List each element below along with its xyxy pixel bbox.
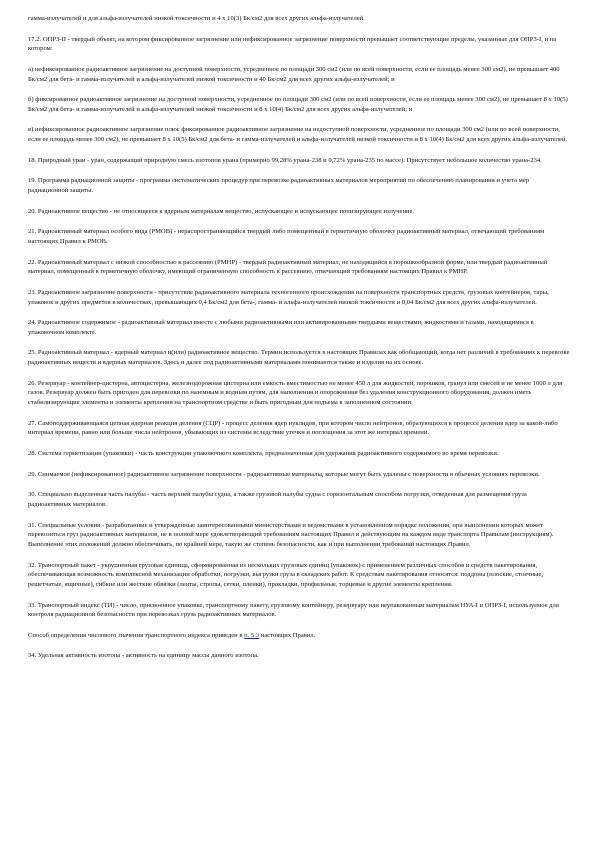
paragraph-22: 22. Радиоактивный материал с низкой способностью к рассеянию (РМНР) - твердый радиоактивный материал, не находящийся в порошкообразной форме, или твердый радиоактивный материал, помещенный в герметичную оболочку, имеющий ограниченную способность к рассеянию, отвечающий требованиям настоящих Правил к РМНР.	[28, 258, 548, 276]
paragraph-17-2-c: в) нефиксированное радиоактивное загрязнение плюс фиксированное радиоактивное загрязнение на недоступной поверхности, усредненное по площади 300 см2 (или по всей поверхности, если ее площадь менее 300 см2), не превышает 8 х 10(5) Бк/см2 для бета- и гамма-излучателей и альфа-излучателей низкой токсичности и 8 х 10(4) Бк/см2 для всех других альфа-излучателей.	[28, 126, 568, 144]
paragraph-17-2: 17.2. ОПРЗ-II - твердый объект, на котором фиксированное загрязнение или нефиксированное загрязнение поверхности превышает соответствующие пределы, указанные для ОПРЗ-I, и на котором:	[28, 35, 557, 53]
paragraph-20: 20. Радиоактивное вещество - не относящееся к ядерным материалам вещество, испускающее и испускающее ионизирующее излучение.	[28, 207, 415, 215]
paragraph-27: 27. Самоподдерживающаяся цепная ядерная реакция деления (СЦР) - процесс деления ядер нуклидов, при котором число нейтронов, образующихся в процессе деления ядер за какой-либо интервал времени, равно или больше числа нейтронов, убывающих из системы вследствие утечки и поглощения за этот же интервал времени.	[28, 419, 558, 437]
document-page	[28, 14, 570, 670]
paragraph-23: 23. Радиоактивное загрязнение поверхности - присутствие радиоактивного материала техногенного происхождения на поверхности транспортных средств, грузовых контейнеров, тары, упаковок и других предметов в количествах, превышающих 0,4 Бк/см2 для бета-, гамма- и альфа-излучателей низкой токсичности и 0,04 Бк/см2 для всех других альфа-излучателей.	[28, 288, 549, 306]
paragraph-19: 19. Программа радиационной защиты - программа систематических процедур при перевозке радиоактивных материалов мероприятий по обеспечению планирования и учета мер радиационной защиты.	[28, 177, 530, 195]
paragraph-28: 28. Система герметизации (упаковки) - часть конструкции упаковочного комплекта, предназначенная для удержания радиоактивного содержимого во время перевозки.	[28, 450, 499, 458]
section-5-3-link[interactable]: п. 5.3	[244, 631, 260, 639]
paragraph-34: 34. Удельная активность изотопа - активность на единицу массы данного изотопа.	[28, 652, 259, 660]
paragraph-26: 26. Резервуар - контейнер-цистерна, автоцистерна, железнодорожная цистерна или емкость вместимостью не менее 450 л для жидкостей, порошков, гранул или смесей и не менее 1000 л для газов. Резервуар должен быть пригоден для перевозки по наземным и водным путям, для наполнения и опорожнения без удаления конструкционного оборудования, должен иметь стабилизирующие элементы и элементы крепления на транспортном средстве и быть пригодным для подъема в заполненном состоянии.	[28, 379, 563, 407]
paragraph-17-2-a: а) нефиксированное радиоактивное загрязнение на доступной поверхности, усредненное по площади 300 см2 (или по всей поверхности, если ее площадь менее 300 см2), не превышает 400 Бк/см2 для бета- и гамма-излучателей и альфа-излучателей низкой токсичности и 40 Бк/см2 для всех других альфа-излучателей; и	[28, 65, 560, 83]
paragraph-21: 21. Радиоактивный материал особого вида (РМОВ) - нераспространяющийся твердый либо помещенный в герметичную оболочку радиоактивный материал, отвечающий требованиям настоящих Правил к РМОВ.	[28, 228, 545, 245]
paragraph-30: 30. Специально выделенная часть палубы - часть верхней палубы судна, а также грузовой палубы судна с горизонтальным способом погрузки, отведенная для размещения груза радиоактивных материалов.	[28, 491, 527, 508]
paragraph-31: 31. Специальные условия - разработанные и утвержденные заинтересованными министерствами и ведомствами в установленном порядке положения, при выполнении которых может перевозиться груз радиоактивных материалов, не в полной мере удовлетворяющий требованиям настоящих Правил и действующим на каждом виде транспорта Правилам (инструкциям). Выполнение этих положений должно обеспечивать, по крайней мере, такую же степень безопасности, как и при выполнении требований настоящих Правил.	[28, 521, 554, 548]
paragraph-17-2-b: б) фиксированное радиоактивное загрязнение на доступной поверхности, усредненное по площади 300 см2 (или по всей поверхности, если ее площадь менее 300 см2), не превышает 8 х 10(5) Бк/см2 для бета- и гамма-излучателей и альфа-излучателей низкой токсичности и 8 х 10(4) Бк/см2 для всех других альфа-излучателей; и	[28, 96, 568, 113]
paragraph-24: 24. Радиоактивное содержимое - радиоактивный материал вместе с любыми радиоактивными или активированными твердыми веществами, жидкостями и газами, находящимися в упаковочном комплекте.	[28, 319, 534, 336]
paragraph-ti-method	[28, 631, 570, 641]
paragraph-29: 29. Снимаемое (нефиксированное) радиоактивное загрязнение поверхности - радиоактивные материалы, которые могут быть удалены с поверхности в обычных условиях перевозки.	[28, 470, 540, 478]
ti-method-text-after: настоящих Правил.	[259, 631, 316, 639]
paragraph-25: 25. Радиоактивный материал - ядерный материал и(или) радиоактивное вещество. Термин используется в настоящих Правилах как обобщающий, когда нет различий в требованиях к перевозке радиоактивных веществ и ядерных материалов. Здесь и далее под радиоактивными материалами понимаются также и изделия на их основе.	[28, 349, 570, 367]
paragraph-18: 18. Природный уран - уран, содержащий природную смесь изотопов урана (примерно 99,28% урана-238 и 0,72% урана-235 по массе). Присутствует небольшое количество урана-234.	[28, 156, 542, 164]
paragraph-continuation: гамма-излучателей и для альфа-излучателей низкой токсичности и 4 х 10(3) Бк/см2 для всех других альфа-излучателей.	[28, 15, 365, 22]
paragraph-32: 32. Транспортный пакет - укрупненная грузовая единица, сформированная из нескольких грузовых единиц (упаковок) с применением различных способов и средств пакетирования, обеспечивающая возможность комплексной механизации обработки, погрузки, выгрузки груза в складских работ. К средствам пакетирования относятся: поддоны (плоские, стоечные, решетчатые, ящичные), гибкие или жесткие обвязки (ленты, стропы, сетки, пленки), прокладки, профильные, торцевые и другие элементы крепления.	[28, 561, 543, 588]
ti-method-text-before: Способ определения числового значения транспортного индекса приведен в	[28, 631, 245, 639]
paragraph-33: 33. Транспортный индекс (ТИ) - число, присвоенное упаковке, транспортному пакету, грузовому контейнеру, резервуару или неупакованным материалам НУА-I и ОПРЗ-I, используемое для контроля радиационной безопасности при перевозках груза радиоактивных материалов.	[28, 601, 559, 619]
